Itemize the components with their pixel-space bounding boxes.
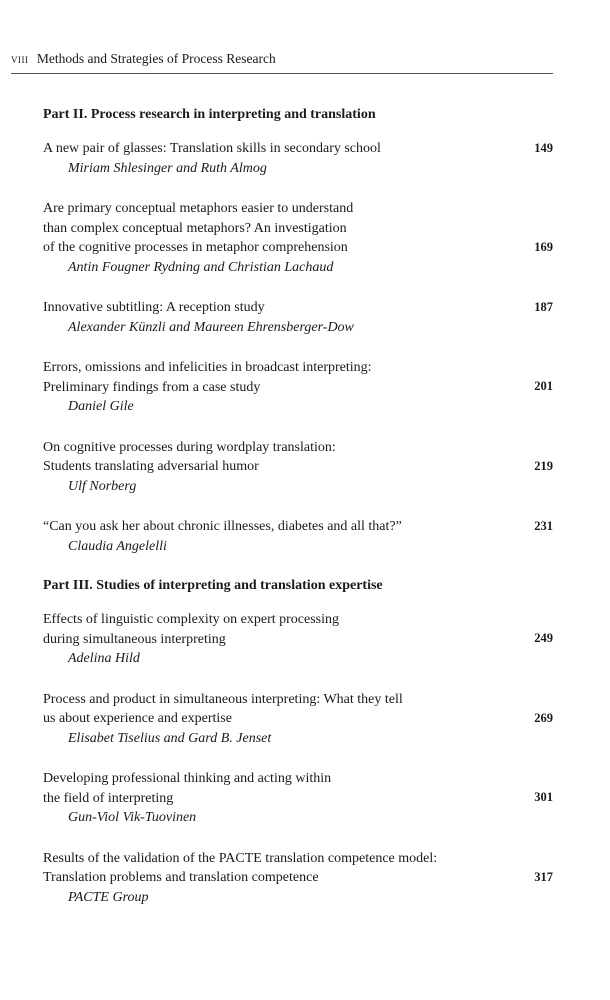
chapter-authors: Gun-Viol Vik-Tuovinen	[68, 810, 197, 825]
toc-entry[interactable]	[43, 199, 555, 277]
page-number: 301	[534, 790, 553, 804]
page-number: 219	[534, 458, 553, 473]
part-title: Part II. Process research in interpreting and translation	[43, 107, 376, 122]
page-number: 149	[534, 141, 553, 155]
toc-entry[interactable]	[43, 298, 555, 337]
chapter-authors: Elisabet Tiselius and Gard B. Jenset	[68, 730, 272, 746]
toc-entry[interactable]	[43, 849, 555, 908]
toc-entry[interactable]	[43, 517, 555, 556]
chapter-authors: PACTE Group	[68, 889, 149, 905]
table-of-contents	[43, 107, 555, 928]
part-title: Part III. Studies of interpreting and translation expertise	[43, 578, 383, 593]
toc-entry[interactable]	[43, 139, 555, 178]
toc-entry[interactable]	[43, 690, 555, 749]
page-number: 249	[534, 631, 553, 645]
page-number: 231	[534, 519, 553, 533]
book-title: Methods and Strategies of Process Research	[36, 51, 276, 66]
chapter-title: “Can you ask her about chronic illnesses, diabetes and all that?”	[43, 519, 402, 534]
chapter-title: A new pair of glasses: Translation skills in secondary school	[43, 141, 381, 156]
page-number: 169	[534, 240, 553, 254]
page-number: 187	[534, 300, 553, 314]
page-folio: viii	[11, 51, 29, 66]
toc-entry[interactable]	[43, 769, 555, 828]
toc-entry[interactable]	[43, 610, 555, 669]
chapter-title: Innovative subtitling: A reception study	[43, 300, 265, 315]
page-number: 317	[534, 869, 553, 884]
chapter-title: Process and product in simultaneous interpreting: What they tell us about experience and expertise	[43, 691, 403, 726]
chapter-authors: Alexander Künzli and Maureen Ehrensberger-Dow	[68, 319, 354, 335]
toc-entry[interactable]	[43, 438, 555, 497]
chapter-authors: Ulf Norberg	[68, 478, 137, 494]
page-number: 201	[534, 379, 553, 393]
chapter-authors: Adelina Hild	[68, 651, 140, 666]
toc-entry[interactable]	[43, 358, 555, 417]
chapter-title: Results of the validation of the PACTE translation competence model: Translation problems and translation competence	[43, 850, 438, 885]
chapter-title: Are primary conceptual metaphors easier to understand than complex conceptual metaphors? An investigation of the cognitive processes in metaphor comprehension	[43, 201, 354, 255]
chapter-authors: Claudia Angelelli	[68, 538, 167, 554]
chapter-authors: Daniel Gile	[68, 399, 134, 414]
running-head	[11, 51, 553, 74]
chapter-title: Effects of linguistic complexity on expert processing during simultaneous interpreting	[43, 612, 340, 647]
page-number: 269	[534, 710, 553, 725]
chapter-authors: Miriam Shlesinger and Ruth Almog	[68, 160, 267, 176]
chapter-authors: Antin Fougner Rydning and Christian Lachaud	[68, 259, 334, 275]
chapter-title: Errors, omissions and infelicities in broadcast interpreting: Preliminary findings from a case study	[43, 360, 372, 395]
chapter-title: On cognitive processes during wordplay translation: Students translating adversarial humor	[43, 439, 336, 474]
chapter-title: Developing professional thinking and acting within the field of interpreting	[43, 771, 332, 806]
